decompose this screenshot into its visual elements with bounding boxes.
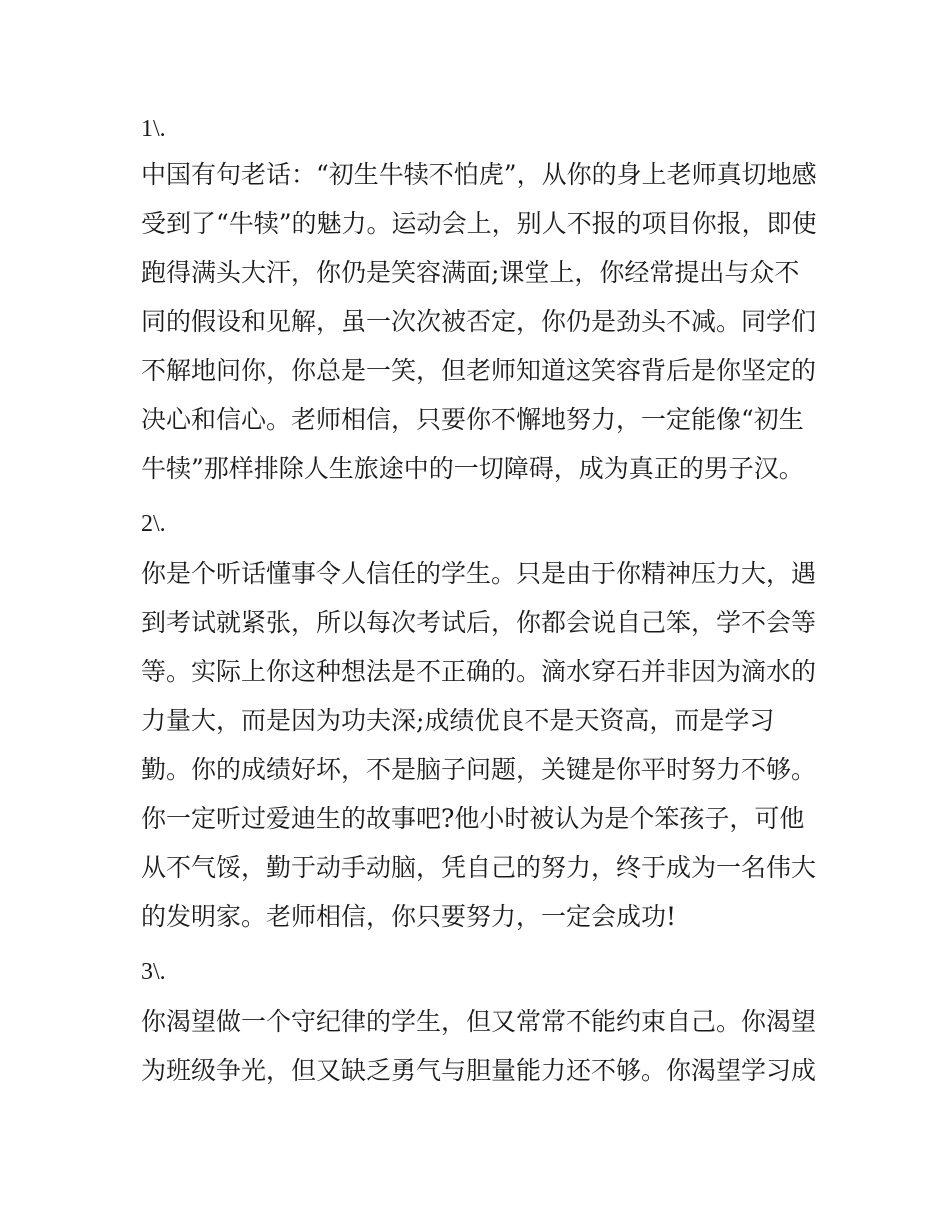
text-line: 的发明家。老师相信，你只要努力，一定会成功! <box>141 902 677 931</box>
text-line: 等。实际上你这种想法是不正确的。滴水穿石并非因为滴水的 <box>141 657 817 686</box>
section-number: 3\. <box>141 959 166 985</box>
section-number: 1\. <box>141 116 166 142</box>
text-line: 你渴望做一个守纪律的学生，但又常常不能约束自己。你渴望 <box>141 1007 817 1036</box>
text-line: 勤。你的成绩好坏，不是脑子问题，关键是你平时努力不够。 <box>141 755 817 784</box>
text-line: 不解地问你，你总是一笑，但老师知道这笑容背后是你坚定的 <box>141 356 817 385</box>
text-line: 到考试就紧张，所以每次考试后，你都会说自己笨，学不会等 <box>141 608 817 637</box>
section-number: 2\. <box>141 511 166 537</box>
text-line: 决心和信心。老师相信，只要你不懈地努力，一定能像“初生 <box>141 405 804 434</box>
text-line: 从不气馁，勤于动手动脑，凭自己的努力，终于成为一名伟大 <box>141 853 817 882</box>
text-line: 力量大，而是因为功夫深;成绩优良不是天资高，而是学习 <box>141 706 775 735</box>
text-line: 跑得满头大汗，你仍是笑容满面;课堂上，你经常提出与众不 <box>141 258 800 287</box>
text-line: 受到了“牛犊”的魅力。运动会上，别人不报的项目你报，即使 <box>141 209 817 238</box>
text-line: 中国有句老话：“初生牛犊不怕虎”，从你的身上老师真切地感 <box>141 160 817 189</box>
text-line: 牛犊”那样排除人生旅途中的一切障碍，成为真正的男子汉。 <box>141 454 804 483</box>
text-line: 你是个听话懂事令人信任的学生。只是由于你精神压力大，遇 <box>141 559 817 588</box>
text-line: 同的假设和见解，虽一次次被否定，你仍是劲头不减。同学们 <box>141 307 817 336</box>
text-line: 为班级争光，但又缺乏勇气与胆量能力还不够。你渴望学习成 <box>141 1056 817 1085</box>
text-line: 你一定听过爱迪生的故事吧?他小时被认为是个笨孩子，可他 <box>141 804 805 833</box>
